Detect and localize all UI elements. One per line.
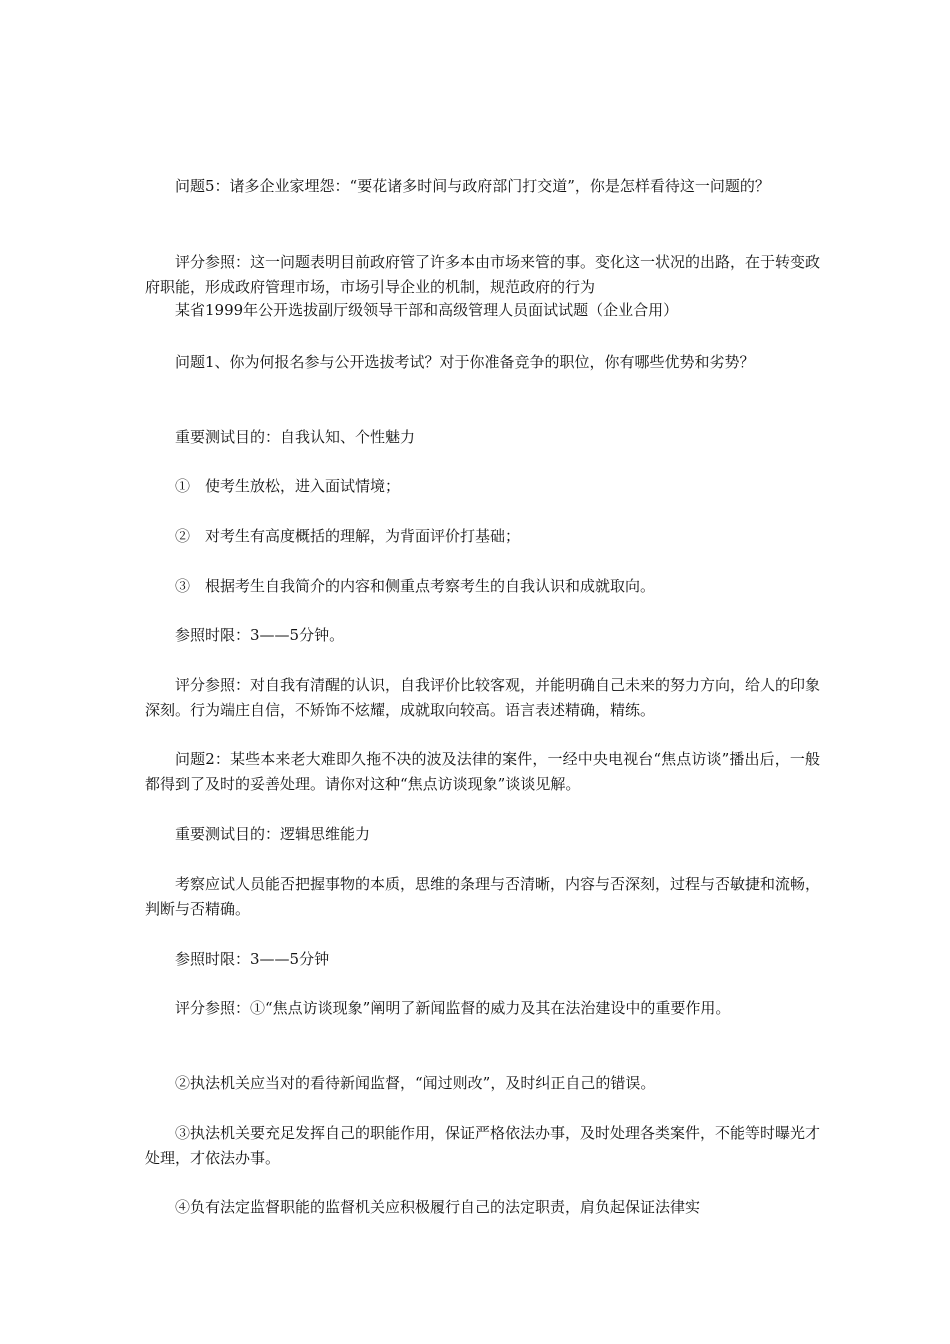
paragraph-question-5: 问题5：诸多企业家埋怨：“要花诸多时间与政府部门打交道”，你是怎样看待这一问题的？	[175, 177, 770, 195]
paragraph-scoring-point-3: ③执法机关要充足发挥自己的职能作用，保证严格依法办事，及时处理各类案件，不能等时曝光才处理，才依法办事。	[145, 1124, 821, 1167]
paragraph-point-2: ② 对考生有高度概括的理解，为背面评价打基础；	[175, 527, 521, 545]
paragraph-scoring-point-2: ②执法机关应当对的看待新闻监督，“闻过则改”，及时纠正自己的错误。	[175, 1074, 656, 1092]
paragraph-question-2: 问题2：某些本来老大难即久拖不决的波及法律的案件，一经中央电视台“焦点访谈”播出后，一般都得到了及时的妥善处理。请你对这种“焦点访谈现象”谈谈见解。	[145, 750, 820, 793]
paragraph-test-purpose-1: 重要测试目的：自我认知、个性魅力	[175, 428, 416, 446]
paragraph-scoring-point-4: ④负有法定监督职能的监督机关应积极履行自己的法定职责，肩负起保证法律实	[175, 1198, 701, 1216]
paragraph-time-limit-1: 参照时限：3——5分钟。	[175, 626, 345, 644]
paragraph-scoring-q5: 评分参照：这一问题表明目前政府管了许多本由市场来管的事。变化这一状况的出路，在于转变政府职能，形成政府管理市场，市场引导企业的机制，规范政府的行为	[145, 253, 821, 296]
paragraph-point-3: ③ 根据考生自我简介的内容和侧重点考察考生的自我认识和成就取向。	[175, 577, 656, 595]
paragraph-question-1: 问题1、你为何报名参与公开选拔考试？对于你准备竞争的职位，你有哪些优势和劣势？	[175, 353, 755, 371]
paragraph-exam-title: 某省1999年公开选拔副厅级领导干部和高级管理人员面试试题（企业合用）	[175, 301, 679, 319]
paragraph-test-purpose-2: 重要测试目的：逻辑思维能力	[175, 825, 371, 843]
paragraph-time-limit-2: 参照时限：3——5分钟	[175, 950, 330, 968]
paragraph-examine: 考察应试人员能否把握事物的本质，思维的条理与否清晰，内容与否深刻，过程与否敏捷和流畅，判断与否精确。	[145, 875, 821, 918]
paragraph-point-1: ① 使考生放松，进入面试情境；	[175, 477, 401, 495]
paragraph-scoring-q2: 评分参照：①“焦点访谈现象”阐明了新闻监督的威力及其在法治建设中的重要作用。	[175, 999, 731, 1017]
paragraph-scoring-q1: 评分参照：对自我有清醒的认识，自我评价比较客观，并能明确自己未来的努力方向，给人的印象深刻。行为端庄自信，不矫饰不炫耀，成就取向较高。语言表述精确，精练。	[145, 676, 821, 719]
